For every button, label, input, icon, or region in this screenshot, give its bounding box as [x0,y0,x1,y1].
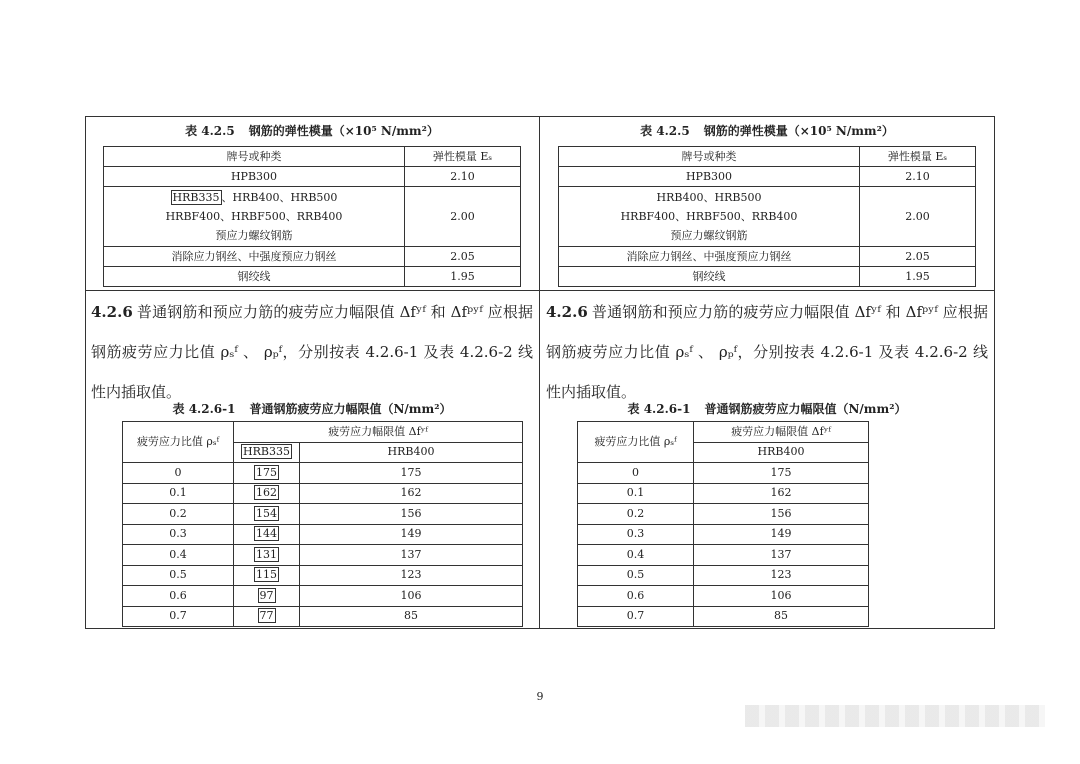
table-row: 0.7 85 [578,606,869,627]
clause-4-2-6: 4.2.6 普通钢筋和预应力筋的疲劳应力幅限值 Δfʸᶠ 和 Δfᵖʸᶠ 应根据钢筋疲劳应力比值 ρₛᶠ 、 ρₚᶠ，分别按表 4.2.6-1 及表 4.2.6-2 线性内插取值。 [546,303,988,401]
table-row: 0.2 154 156 [123,504,523,525]
table-row: HPB300 2.10 [559,167,976,187]
table-row: HRB335 、HRB400、HRB500 HRBF400、HRBF500、RRB400 预应力螺纹钢筋 2.00 [104,187,521,247]
table-row: 0.4 131 137 [123,545,523,566]
left-column [85,116,539,629]
table-header-row: 牌号或种类 弹性模量 Eₛ [559,147,976,167]
table-row: 0.3 144 149 [123,524,523,545]
table-4-2-6-1-title: 表 4.2.6-1 普通钢筋疲劳应力幅限值（N/mm²） [627,402,907,416]
table-header-row: HRB400 [578,442,869,463]
table-4-2-5-title: 表 4.2.5 钢筋的弹性模量（×10⁵ N/mm²） [640,124,894,138]
elastic-modulus-table [103,146,521,287]
table-header-row: 疲劳应力比值 ρₛᶠ 疲劳应力幅限值 Δfʸᶠ [578,422,869,443]
elastic-modulus-table [558,146,976,287]
fatigue-stress-table [577,421,869,627]
deleted-grade-box: HRB335 [172,191,220,204]
page-number: 9 [536,690,544,703]
table-row: 0.4 137 [578,545,869,566]
table-row: 0 175 [578,463,869,484]
clause-4-2-6: 4.2.6 普通钢筋和预应力筋的疲劳应力幅限值 Δfʸᶠ 和 Δfᵖʸᶠ 应根据钢筋疲劳应力比值 ρₛᶠ 、 ρₚᶠ，分别按表 4.2.6-1 及表 4.2.6-2 线性内插取值。 [91,303,533,401]
table-row: 0.2 156 [578,504,869,525]
table-row: 0.6 106 [578,586,869,607]
blurred-watermark [745,705,1045,727]
table-header-row: HRB335 HRB400 [123,442,523,463]
right-column [540,116,994,629]
table-row: 0.5 123 [578,565,869,586]
table-row: 0.1 162 [578,483,869,504]
table-row: 消除应力钢丝、中强度预应力钢丝 2.05 [104,247,521,267]
table-row: 0.6 97 106 [123,586,523,607]
deleted-column-box: HRB335 [243,445,290,459]
table-row: 0.7 77 85 [123,606,523,627]
table-row: 钢绞线 1.95 [104,267,521,287]
table-row: HRB400、HRB500 HRBF400、HRBF500、RRB400 预应力螺纹钢筋 2.00 [559,187,976,247]
table-header-row: 牌号或种类 弹性模量 Eₛ [104,147,521,167]
table-row: 0.5 115 123 [123,565,523,586]
table-row: 0 175 175 [123,463,523,484]
table-row: 0.1 162 162 [123,483,523,504]
table-4-2-5-title: 表 4.2.5 钢筋的弹性模量（×10⁵ N/mm²） [185,124,439,138]
fatigue-stress-table [122,421,523,627]
table-header-row: 疲劳应力比值 ρₛᶠ 疲劳应力幅限值 Δfʸᶠ [123,422,523,443]
table-4-2-6-1-title: 表 4.2.6-1 普通钢筋疲劳应力幅限值（N/mm²） [172,402,452,416]
table-row: 钢绞线 1.95 [559,267,976,287]
table-row: 0.3 149 [578,524,869,545]
table-row: HPB300 2.10 [104,167,521,187]
table-row: 消除应力钢丝、中强度预应力钢丝 2.05 [559,247,976,267]
